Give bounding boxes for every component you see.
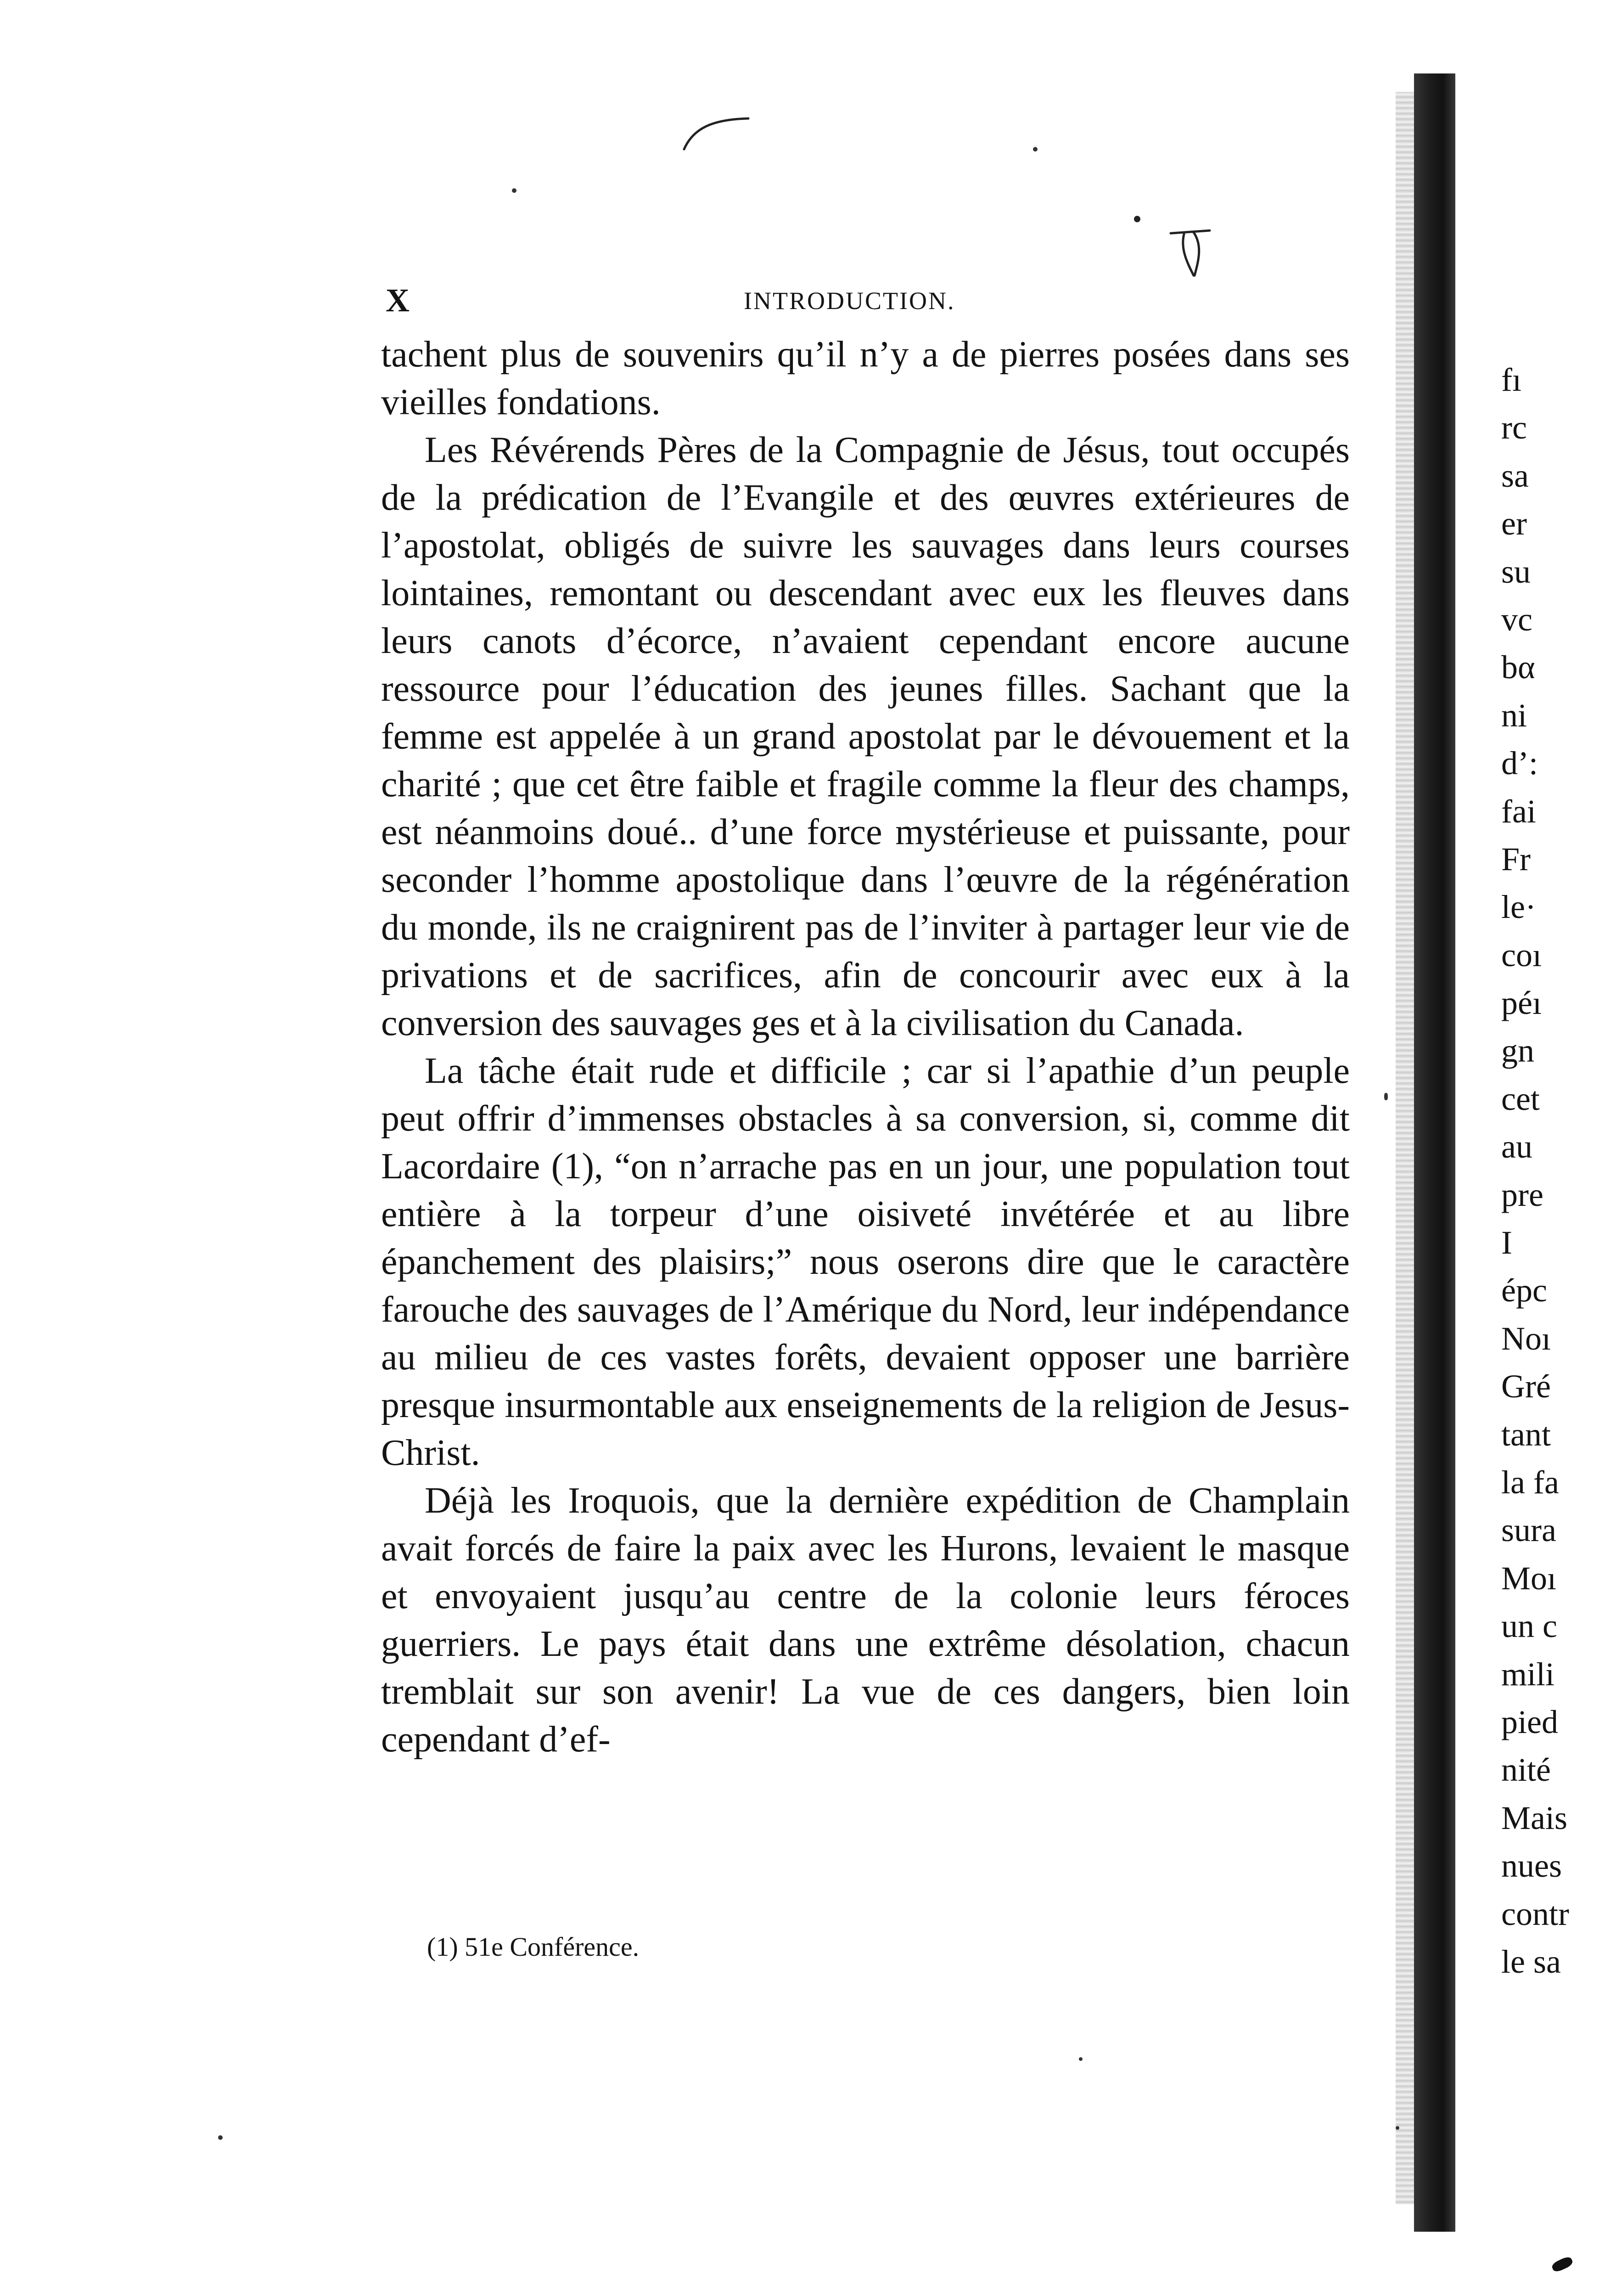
facing-line: le· xyxy=(1501,889,1536,926)
facing-line: pied xyxy=(1501,1703,1558,1740)
facing-line: Noı xyxy=(1501,1320,1551,1357)
facing-line: cet xyxy=(1501,1080,1540,1117)
facing-line: contr xyxy=(1501,1895,1569,1932)
facing-line: la fa xyxy=(1501,1463,1559,1501)
facing-page-fragment xyxy=(1501,356,1616,1986)
facing-line: bα xyxy=(1501,649,1535,686)
facing-line: tant xyxy=(1501,1416,1551,1453)
page-number: X xyxy=(386,282,410,319)
facing-line: rc xyxy=(1501,409,1527,446)
facing-line: nues xyxy=(1501,1847,1562,1885)
speck xyxy=(1079,2057,1083,2061)
facing-line: ni xyxy=(1501,697,1527,734)
facing-line: d’: xyxy=(1501,745,1538,782)
facing-line: coı xyxy=(1501,936,1542,974)
facing-line: sura xyxy=(1501,1512,1556,1549)
facing-line: le sa xyxy=(1501,1943,1561,1980)
running-head: INTRODUCTION. xyxy=(744,287,955,315)
pen-stroke-mark xyxy=(679,110,753,156)
facing-line: nité xyxy=(1501,1751,1551,1789)
speck xyxy=(1033,147,1038,152)
paragraph-3: La tâche était rude et difficile ; car si l’apathie d’un peuple peut offrir d’immenses obstacles à sa conversion, si, comme dit Lacordaire (1), “on n’arrache pas en un jour, une population tout entière à la torpeur d’une oisiveté invétérée et au libre épanchement des plaisirs;” nous oserons dire que le caractère farouche des sauvages de l’Amérique du Nord, leur indépendance au milieu de ces vastes forêts, devaient opposer une barrière presque insurmontable aux enseignements de la religion de Jesus-Christ. xyxy=(381,1051,1350,1473)
binding-fringe xyxy=(1396,92,1414,2204)
facing-line: vc xyxy=(1501,601,1532,638)
speck xyxy=(512,188,516,193)
facing-line: fı xyxy=(1501,361,1521,398)
speck xyxy=(218,2135,223,2140)
binding-shadow xyxy=(1414,73,1455,2232)
paragraph-4: Déjà les Iroquois, que la dernière expédition de Champlain avait forcés de faire la paix avec les Hurons, levaient le masque et envoyaient jusqu’au centre de la colonie leurs féroces guerriers. Le pays était dans une extrême désolation, chacun tremblait sur son avenir! La vue de ces dangers, bien loin cependant d’ef- xyxy=(381,1480,1350,1760)
facing-line: au xyxy=(1501,1128,1532,1165)
facing-line: Moı xyxy=(1501,1559,1557,1597)
facing-line: un c xyxy=(1501,1608,1557,1645)
facing-line: er xyxy=(1501,505,1527,542)
facing-line: Fr xyxy=(1501,840,1531,878)
speck xyxy=(1384,1093,1388,1100)
paragraph-2: Les Révérends Pères de la Compagnie de Jésus, tout occupés de la prédication de l’Evangile et des œuvres extérieures de l’apostolat, obligés de suivre les sauvages dans leurs courses lointaines, remontant ou descendant avec eux les fleuves dans leurs canots d’écorce, n’avaient cependant encore aucune ressource pour l’éducation des jeunes filles. Sachant que la femme est appelée à un grand apostolat par le dévouement et la charité ; que cet être faible et fragile comme la fleur des champs, est néanmoins doué.. d’une force mystérieuse et puissante, pour seconder l’homme apostolique dans l’œuvre de la régénération du monde, ils ne craignirent pas de l’inviter à partager leur vie de privations et de sacrifices, afin de concourir avec eux à la conversion des sauvages ges et à la civilisation du Canada. xyxy=(381,430,1350,1043)
facing-line: su xyxy=(1501,553,1531,590)
facing-line: péı xyxy=(1501,985,1542,1022)
facing-line: sa xyxy=(1501,457,1529,494)
facing-line: fai xyxy=(1501,793,1536,830)
paragraph-1: tachent plus de souvenirs qu’il n’y a de pierres posées dans ses vieilles fondations. xyxy=(381,334,1350,422)
speck xyxy=(1396,2126,1399,2130)
footnote: (1) 51e Conférence. xyxy=(427,1932,640,1962)
facing-line: Mais xyxy=(1501,1799,1567,1836)
pen-hook-mark xyxy=(1166,225,1217,280)
facing-line: gn xyxy=(1501,1032,1534,1069)
facing-line: Gré xyxy=(1501,1368,1551,1405)
facing-line: Ι xyxy=(1501,1224,1512,1261)
facing-line: épc xyxy=(1501,1272,1547,1309)
speck xyxy=(1134,216,1140,222)
facing-line: pre xyxy=(1501,1176,1543,1213)
speck xyxy=(1551,2255,1574,2273)
body-text xyxy=(381,331,1350,1878)
facing-line: mili xyxy=(1501,1655,1555,1693)
